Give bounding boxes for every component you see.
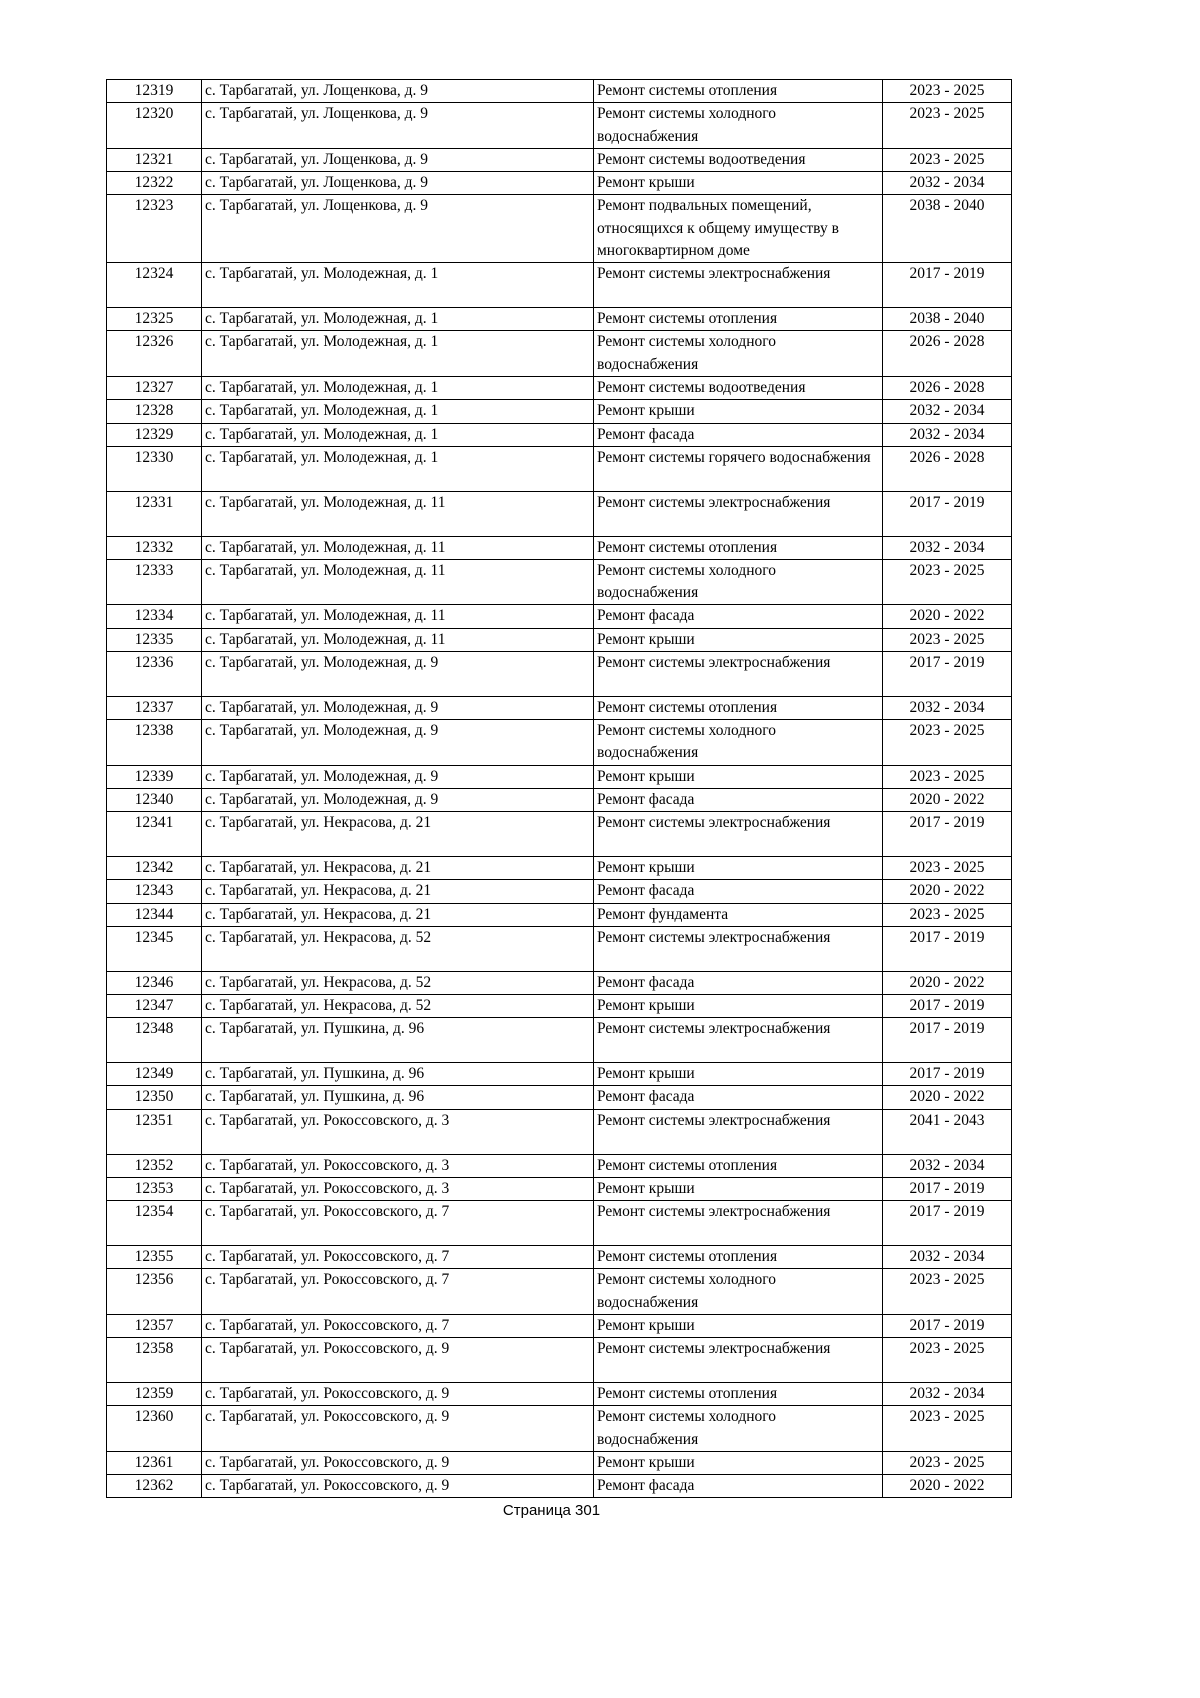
address-cell: с. Тарбагатай, ул. Рокоссовского, д. 3 [202,1109,594,1154]
table-row [107,1018,1012,1063]
period-cell: 2017 - 2019 [883,812,1012,857]
row-number-cell: 12320 [107,103,202,149]
address-cell: с. Тарбагатай, ул. Молодежная, д. 9 [202,765,594,788]
work-type-cell: Ремонт крыши [594,857,883,880]
address-cell: с. Тарбагатай, ул. Молодежная, д. 9 [202,696,594,719]
period-cell: 2026 - 2028 [883,331,1012,377]
period-cell: 2017 - 2019 [883,652,1012,697]
row-number-cell: 12357 [107,1314,202,1337]
row-number-cell: 12347 [107,995,202,1018]
period-cell: 2020 - 2022 [883,605,1012,628]
work-type-cell: Ремонт фасада [594,789,883,812]
address-cell: с. Тарбагатай, ул. Некрасова, д. 21 [202,880,594,903]
row-number-cell: 12323 [107,195,202,263]
address-cell: с. Тарбагатай, ул. Пушкина, д. 96 [202,1018,594,1063]
work-type-cell: Ремонт системы холодного водоснабжения [594,331,883,377]
table-row [107,1451,1012,1474]
row-number-cell: 12361 [107,1451,202,1474]
work-type-cell: Ремонт системы электроснабжения [594,927,883,972]
period-cell: 2032 - 2034 [883,1245,1012,1268]
period-cell: 2023 - 2025 [883,1338,1012,1383]
work-type-cell: Ремонт фасада [594,605,883,628]
table-row [107,903,1012,926]
work-type-cell: Ремонт системы холодного водоснабжения [594,559,883,605]
work-type-cell: Ремонт системы водоотведения [594,377,883,400]
row-number-cell: 12328 [107,400,202,423]
work-type-cell: Ремонт системы холодного водоснабжения [594,103,883,149]
period-cell: 2020 - 2022 [883,971,1012,994]
table-row [107,1406,1012,1452]
row-number-cell: 12345 [107,927,202,972]
period-cell: 2032 - 2034 [883,172,1012,195]
table-row [107,400,1012,423]
table-row [107,195,1012,263]
table-row [107,1245,1012,1268]
work-type-cell: Ремонт системы электроснабжения [594,491,883,536]
work-type-cell: Ремонт системы холодного водоснабжения [594,1269,883,1315]
period-cell: 2020 - 2022 [883,1086,1012,1109]
period-cell: 2038 - 2040 [883,308,1012,331]
period-cell: 2017 - 2019 [883,1314,1012,1337]
work-type-cell: Ремонт системы холодного водоснабжения [594,720,883,766]
address-cell: с. Тарбагатай, ул. Пушкина, д. 96 [202,1086,594,1109]
address-cell: с. Тарбагатай, ул. Молодежная, д. 9 [202,720,594,766]
row-number-cell: 12356 [107,1269,202,1315]
table-row [107,1269,1012,1315]
row-number-cell: 12348 [107,1018,202,1063]
row-number-cell: 12340 [107,789,202,812]
table-row [107,880,1012,903]
table-row [107,720,1012,766]
period-cell: 2032 - 2034 [883,400,1012,423]
row-number-cell: 12334 [107,605,202,628]
table-row [107,491,1012,536]
row-number-cell: 12353 [107,1177,202,1200]
address-cell: с. Тарбагатай, ул. Молодежная, д. 11 [202,605,594,628]
work-type-cell: Ремонт системы электроснабжения [594,1201,883,1246]
row-number-cell: 12341 [107,812,202,857]
row-number-cell: 12330 [107,446,202,491]
row-number-cell: 12358 [107,1338,202,1383]
table-row [107,377,1012,400]
row-number-cell: 12342 [107,857,202,880]
address-cell: с. Тарбагатай, ул. Некрасова, д. 21 [202,857,594,880]
table-row [107,308,1012,331]
work-type-cell: Ремонт системы водоотведения [594,148,883,171]
work-type-cell: Ремонт фасада [594,1086,883,1109]
work-type-cell: Ремонт системы горячего водоснабжения [594,446,883,491]
period-cell: 2041 - 2043 [883,1109,1012,1154]
row-number-cell: 12337 [107,696,202,719]
period-cell: 2023 - 2025 [883,720,1012,766]
table-row [107,652,1012,697]
row-number-cell: 12343 [107,880,202,903]
work-type-cell: Ремонт фасада [594,880,883,903]
address-cell: с. Тарбагатай, ул. Лощенкова, д. 9 [202,195,594,263]
address-cell: с. Тарбагатай, ул. Рокоссовского, д. 3 [202,1177,594,1200]
table-body [107,80,1012,1498]
work-type-cell: Ремонт подвальных помещений, относящихся к общему имуществу в многоквартирном доме [594,195,883,263]
row-number-cell: 12332 [107,536,202,559]
period-cell: 2023 - 2025 [883,903,1012,926]
row-number-cell: 12350 [107,1086,202,1109]
address-cell: с. Тарбагатай, ул. Рокоссовского, д. 7 [202,1314,594,1337]
work-type-cell: Ремонт крыши [594,400,883,423]
table-row [107,812,1012,857]
address-cell: с. Тарбагатай, ул. Лощенкова, д. 9 [202,172,594,195]
address-cell: с. Тарбагатай, ул. Молодежная, д. 1 [202,308,594,331]
work-type-cell: Ремонт фундамента [594,903,883,926]
row-number-cell: 12321 [107,148,202,171]
address-cell: с. Тарбагатай, ул. Молодежная, д. 1 [202,377,594,400]
table-row [107,789,1012,812]
work-type-cell: Ремонт фасада [594,1475,883,1498]
period-cell: 2023 - 2025 [883,559,1012,605]
table-row [107,995,1012,1018]
row-number-cell: 12324 [107,263,202,308]
table-row [107,1201,1012,1246]
work-type-cell: Ремонт крыши [594,1177,883,1200]
work-type-cell: Ремонт фасада [594,971,883,994]
table-row [107,1063,1012,1086]
work-type-cell: Ремонт системы отопления [594,1245,883,1268]
period-cell: 2020 - 2022 [883,1475,1012,1498]
period-cell: 2017 - 2019 [883,263,1012,308]
period-cell: 2023 - 2025 [883,765,1012,788]
table-row [107,423,1012,446]
table-row [107,765,1012,788]
row-number-cell: 12346 [107,971,202,994]
period-cell: 2038 - 2040 [883,195,1012,263]
period-cell: 2023 - 2025 [883,628,1012,651]
table-row [107,80,1012,103]
address-cell: с. Тарбагатай, ул. Лощенкова, д. 9 [202,103,594,149]
work-type-cell: Ремонт фасада [594,423,883,446]
row-number-cell: 12329 [107,423,202,446]
work-type-cell: Ремонт системы электроснабжения [594,1338,883,1383]
table-row [107,857,1012,880]
address-cell: с. Тарбагатай, ул. Рокоссовского, д. 3 [202,1154,594,1177]
row-number-cell: 12319 [107,80,202,103]
address-cell: с. Тарбагатай, ул. Некрасова, д. 21 [202,812,594,857]
table-row [107,1338,1012,1383]
period-cell: 2020 - 2022 [883,880,1012,903]
row-number-cell: 12333 [107,559,202,605]
table-row [107,1109,1012,1154]
period-cell: 2017 - 2019 [883,1201,1012,1246]
table-row [107,1475,1012,1498]
period-cell: 2026 - 2028 [883,377,1012,400]
table-row [107,1314,1012,1337]
row-number-cell: 12336 [107,652,202,697]
table-row [107,971,1012,994]
table-row [107,103,1012,149]
period-cell: 2032 - 2034 [883,1154,1012,1177]
address-cell: с. Тарбагатай, ул. Некрасова, д. 52 [202,995,594,1018]
address-cell: с. Тарбагатай, ул. Молодежная, д. 1 [202,263,594,308]
address-cell: с. Тарбагатай, ул. Рокоссовского, д. 7 [202,1245,594,1268]
work-type-cell: Ремонт системы холодного водоснабжения [594,1406,883,1452]
row-number-cell: 12339 [107,765,202,788]
row-number-cell: 12354 [107,1201,202,1246]
work-type-cell: Ремонт крыши [594,172,883,195]
address-cell: с. Тарбагатай, ул. Некрасова, д. 52 [202,927,594,972]
work-type-cell: Ремонт системы электроснабжения [594,263,883,308]
table-row [107,927,1012,972]
work-type-cell: Ремонт крыши [594,1063,883,1086]
address-cell: с. Тарбагатай, ул. Рокоссовского, д. 7 [202,1201,594,1246]
address-cell: с. Тарбагатай, ул. Некрасова, д. 52 [202,971,594,994]
table-row [107,1382,1012,1405]
row-number-cell: 12352 [107,1154,202,1177]
row-number-cell: 12322 [107,172,202,195]
row-number-cell: 12327 [107,377,202,400]
table-row [107,263,1012,308]
work-type-cell: Ремонт крыши [594,995,883,1018]
work-type-cell: Ремонт системы отопления [594,308,883,331]
table-row [107,1177,1012,1200]
work-type-cell: Ремонт системы отопления [594,1382,883,1405]
period-cell: 2023 - 2025 [883,1451,1012,1474]
row-number-cell: 12325 [107,308,202,331]
address-cell: с. Тарбагатай, ул. Молодежная, д. 11 [202,536,594,559]
period-cell: 2017 - 2019 [883,927,1012,972]
page-number: Страница 301 [502,1502,601,1519]
table-row [107,1154,1012,1177]
table-row [107,331,1012,377]
table-row [107,536,1012,559]
table-row [107,605,1012,628]
table-row [107,559,1012,605]
period-cell: 2017 - 2019 [883,995,1012,1018]
period-cell: 2023 - 2025 [883,80,1012,103]
address-cell: с. Тарбагатай, ул. Молодежная, д. 11 [202,559,594,605]
row-number-cell: 12349 [107,1063,202,1086]
row-number-cell: 12335 [107,628,202,651]
table-row [107,696,1012,719]
address-cell: с. Тарбагатай, ул. Рокоссовского, д. 9 [202,1451,594,1474]
address-cell: с. Тарбагатай, ул. Рокоссовского, д. 9 [202,1382,594,1405]
work-type-cell: Ремонт системы электроснабжения [594,1109,883,1154]
period-cell: 2023 - 2025 [883,148,1012,171]
address-cell: с. Тарбагатай, ул. Молодежная, д. 11 [202,628,594,651]
row-number-cell: 12362 [107,1475,202,1498]
work-type-cell: Ремонт системы отопления [594,536,883,559]
row-number-cell: 12359 [107,1382,202,1405]
work-type-cell: Ремонт крыши [594,1451,883,1474]
period-cell: 2020 - 2022 [883,789,1012,812]
repair-schedule-table [106,79,1012,1498]
period-cell: 2017 - 2019 [883,1018,1012,1063]
address-cell: с. Тарбагатай, ул. Молодежная, д. 1 [202,446,594,491]
period-cell: 2032 - 2034 [883,696,1012,719]
row-number-cell: 12331 [107,491,202,536]
work-type-cell: Ремонт системы отопления [594,696,883,719]
address-cell: с. Тарбагатай, ул. Лощенкова, д. 9 [202,80,594,103]
address-cell: с. Тарбагатай, ул. Молодежная, д. 9 [202,789,594,812]
table-row [107,148,1012,171]
table-row [107,446,1012,491]
period-cell: 2032 - 2034 [883,1382,1012,1405]
work-type-cell: Ремонт крыши [594,1314,883,1337]
address-cell: с. Тарбагатай, ул. Молодежная, д. 11 [202,491,594,536]
address-cell: с. Тарбагатай, ул. Рокоссовского, д. 9 [202,1338,594,1383]
work-type-cell: Ремонт системы электроснабжения [594,1018,883,1063]
period-cell: 2023 - 2025 [883,1406,1012,1452]
period-cell: 2017 - 2019 [883,491,1012,536]
row-number-cell: 12338 [107,720,202,766]
period-cell: 2032 - 2034 [883,423,1012,446]
row-number-cell: 12360 [107,1406,202,1452]
row-number-cell: 12326 [107,331,202,377]
work-type-cell: Ремонт крыши [594,765,883,788]
period-cell: 2026 - 2028 [883,446,1012,491]
address-cell: с. Тарбагатай, ул. Некрасова, д. 21 [202,903,594,926]
work-type-cell: Ремонт системы отопления [594,1154,883,1177]
address-cell: с. Тарбагатай, ул. Рокоссовского, д. 9 [202,1406,594,1452]
period-cell: 2017 - 2019 [883,1063,1012,1086]
work-type-cell: Ремонт системы электроснабжения [594,812,883,857]
period-cell: 2032 - 2034 [883,536,1012,559]
period-cell: 2017 - 2019 [883,1177,1012,1200]
address-cell: с. Тарбагатай, ул. Рокоссовского, д. 7 [202,1269,594,1315]
work-type-cell: Ремонт крыши [594,628,883,651]
address-cell: с. Тарбагатай, ул. Пушкина, д. 96 [202,1063,594,1086]
work-type-cell: Ремонт системы электроснабжения [594,652,883,697]
table-row [107,172,1012,195]
address-cell: с. Тарбагатай, ул. Рокоссовского, д. 9 [202,1475,594,1498]
address-cell: с. Тарбагатай, ул. Молодежная, д. 1 [202,400,594,423]
address-cell: с. Тарбагатай, ул. Молодежная, д. 1 [202,423,594,446]
work-type-cell: Ремонт системы отопления [594,80,883,103]
row-number-cell: 12351 [107,1109,202,1154]
row-number-cell: 12344 [107,903,202,926]
period-cell: 2023 - 2025 [883,1269,1012,1315]
period-cell: 2023 - 2025 [883,103,1012,149]
row-number-cell: 12355 [107,1245,202,1268]
table-row [107,628,1012,651]
period-cell: 2023 - 2025 [883,857,1012,880]
address-cell: с. Тарбагатай, ул. Молодежная, д. 1 [202,331,594,377]
table-row [107,1086,1012,1109]
address-cell: с. Тарбагатай, ул. Лощенкова, д. 9 [202,148,594,171]
address-cell: с. Тарбагатай, ул. Молодежная, д. 9 [202,652,594,697]
